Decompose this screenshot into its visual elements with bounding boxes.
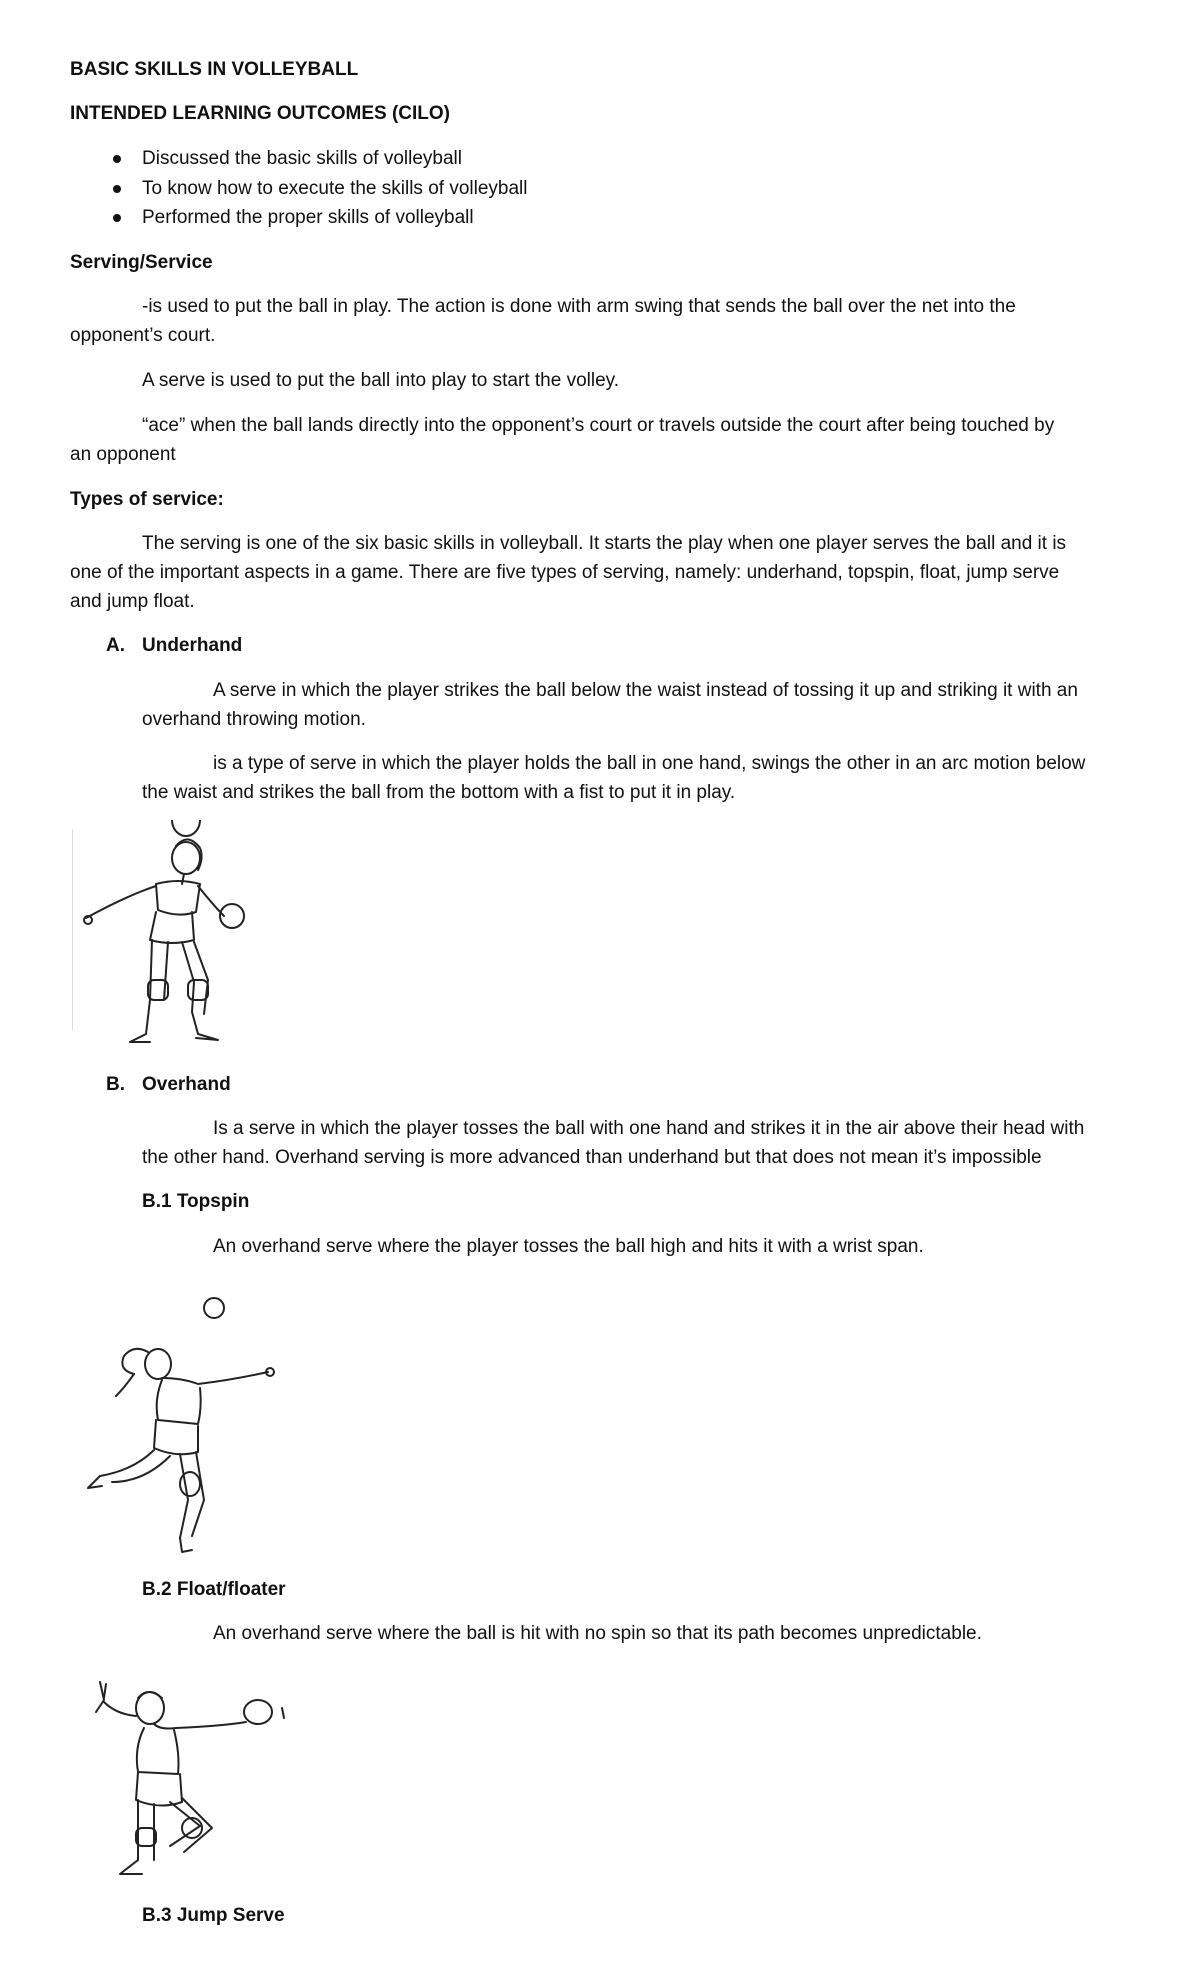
serving-paragraph-3-cont: an opponent	[70, 444, 176, 465]
serving-paragraph-3: “ace” when the ball lands directly into the opponent’s court or travels outside the court after being touched by	[142, 415, 1055, 436]
underhand-paragraph-1-cont: overhand throwing motion.	[142, 709, 366, 730]
topspin-heading: B.1 Topspin	[142, 1191, 250, 1212]
types-paragraph-cont: one of the important aspects in a game. There are five types of serving, namely: underhand, topspin, float, jump serve	[70, 562, 1060, 583]
types-paragraph-cont: and jump float.	[70, 591, 195, 612]
underhand-serve-illustration	[72, 820, 272, 1052]
overhand-paragraph-cont: the other hand. Overhand serving is more advanced than underhand but that does not mean it’s impossible	[142, 1147, 1042, 1168]
cilo-heading: INTENDED LEARNING OUTCOMES (CILO)	[70, 103, 450, 124]
overhand-heading: Overhand	[142, 1074, 231, 1095]
serving-paragraph-2: A serve is used to put the ball into play to start the volley.	[142, 370, 620, 391]
topspin-paragraph: An overhand serve where the player tosses the ball high and hits it with a wrist span.	[213, 1236, 924, 1257]
underhand-paragraph-2-cont: the waist and strikes the ball from the bottom with a fist to put it in play.	[142, 782, 736, 803]
cilo-item: To know how to execute the skills of volleyball	[142, 178, 528, 199]
bullet-2	[113, 185, 121, 193]
document-title: BASIC SKILLS IN VOLLEYBALL	[70, 59, 359, 80]
underhand-paragraph-1: A serve in which the player strikes the ball below the waist instead of tossing it up and striking it with an	[213, 680, 1078, 701]
section-marker-a: A.	[106, 635, 125, 656]
bullet-3	[113, 214, 121, 222]
serving-heading: Serving/Service	[70, 252, 213, 273]
cilo-item: Discussed the basic skills of volleyball	[142, 148, 462, 169]
serving-paragraph-1-cont: opponent’s court.	[70, 325, 216, 346]
section-marker-b: B.	[106, 1074, 125, 1095]
overhand-paragraph: Is a serve in which the player tosses the ball with one hand and strikes it in the air above their head with	[213, 1118, 1085, 1139]
underhand-paragraph-2: is a type of serve in which the player holds the ball in one hand, swings the other in an arc motion below	[213, 753, 1086, 774]
float-paragraph: An overhand serve where the ball is hit with no spin so that its path becomes unpredictable.	[213, 1623, 982, 1644]
underhand-heading: Underhand	[142, 635, 243, 656]
cilo-item: Performed the proper skills of volleyball	[142, 207, 474, 228]
types-paragraph: The serving is one of the six basic skills in volleyball. It starts the play when one player serves the ball and it is	[142, 533, 1067, 554]
bullet-1	[113, 155, 121, 163]
float-serve-illustration	[84, 1672, 294, 1892]
serving-paragraph-1: -is used to put the ball in play. The action is done with arm swing that sends the ball over the net into the	[142, 296, 1016, 317]
types-heading: Types of service:	[70, 489, 224, 510]
topspin-serve-illustration	[76, 1286, 276, 1556]
float-heading: B.2 Float/floater	[142, 1579, 286, 1600]
jump-serve-heading: B.3 Jump Serve	[142, 1905, 285, 1926]
